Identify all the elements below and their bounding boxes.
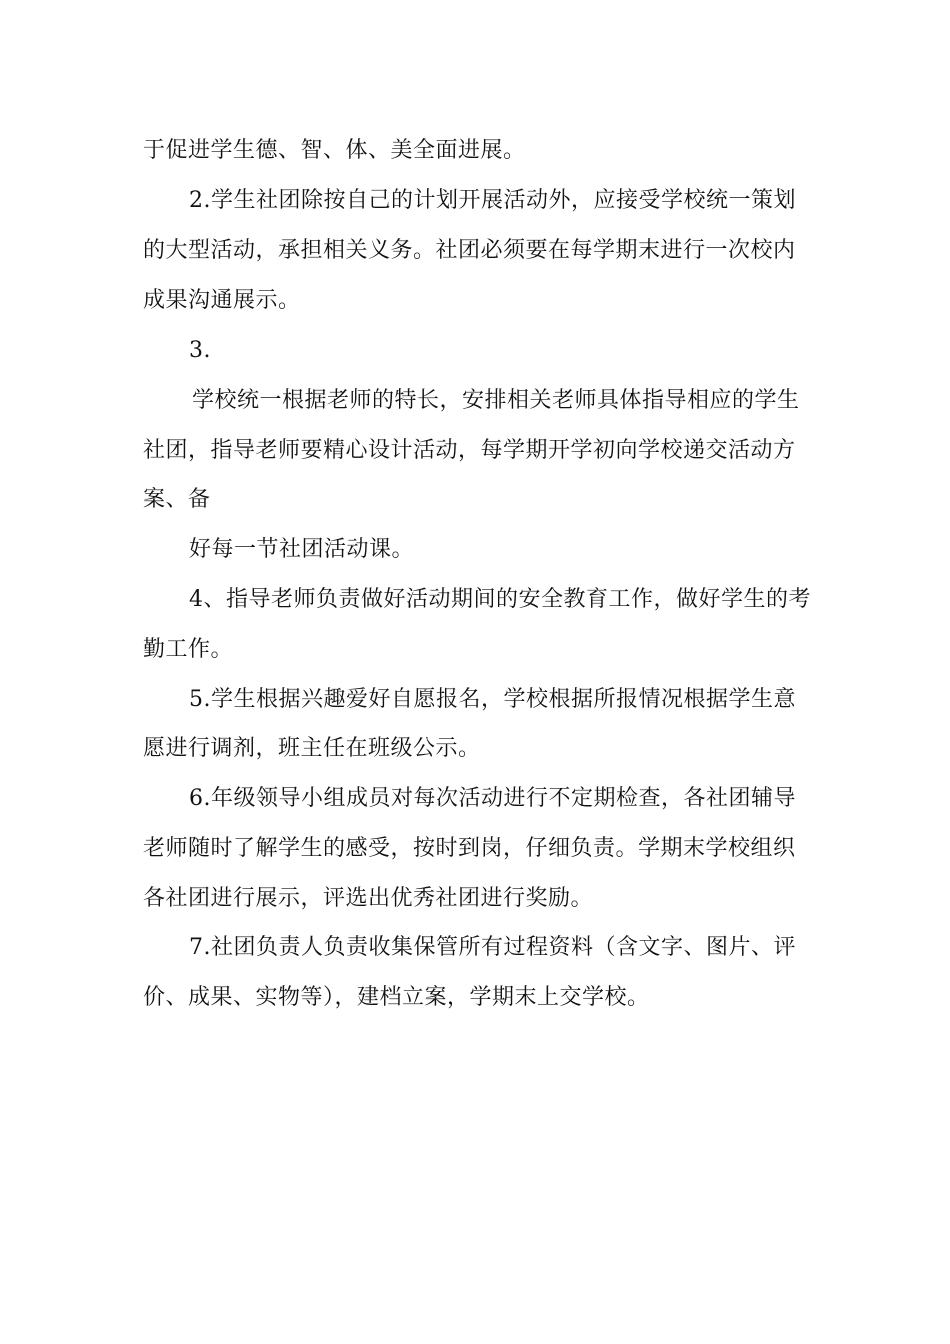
text-line: 7.社团负责人负责收集保管所有过程资料（含文字、图片、评 xyxy=(189,935,796,960)
text-line: 成果沟通展示。 xyxy=(143,288,301,313)
text-line: 6.年级领导小组成员对每次活动进行不定期检查，各社团辅导 xyxy=(189,786,796,811)
text-line: 学校统一根据老师的特长，安排相关老师具体指导相应的学生 xyxy=(192,388,800,413)
text-line: 的大型活动，承担相关义务。社团必须要在每学期末进行一次校内 xyxy=(143,238,796,263)
text-line: 勤工作。 xyxy=(143,637,234,662)
text-line: 社团，指导老师要精心设计活动，每学期开学初向学校递交活动方 xyxy=(143,438,796,463)
text-line: 4、指导老师负责做好活动期间的安全教育工作，做好学生的考 xyxy=(189,587,811,612)
text-line: 价、成果、实物等），建档立案，学期末上交学校。 xyxy=(143,985,650,1010)
text-line: 2.学生社团除按自己的计划开展活动外，应接受学校统一策划 xyxy=(189,188,796,213)
text-line: 5.学生根据兴趣爱好自愿报名，学校根据所报情况根据学生意 xyxy=(189,687,796,712)
text-line: 3. xyxy=(189,338,211,363)
text-line: 愿进行调剂，班主任在班级公示。 xyxy=(143,736,481,761)
text-line: 于促进学生德、智、体、美全面进展。 xyxy=(143,138,526,163)
text-line: 老师随时了解学生的感受，按时到岗，仔细负责。学期末学校组织 xyxy=(143,836,796,861)
text-line: 各社团进行展示，评选出优秀社团进行奖励。 xyxy=(143,886,594,911)
text-line: 好每一节社团活动课。 xyxy=(189,537,415,562)
text-line: 案、备 xyxy=(143,487,211,512)
